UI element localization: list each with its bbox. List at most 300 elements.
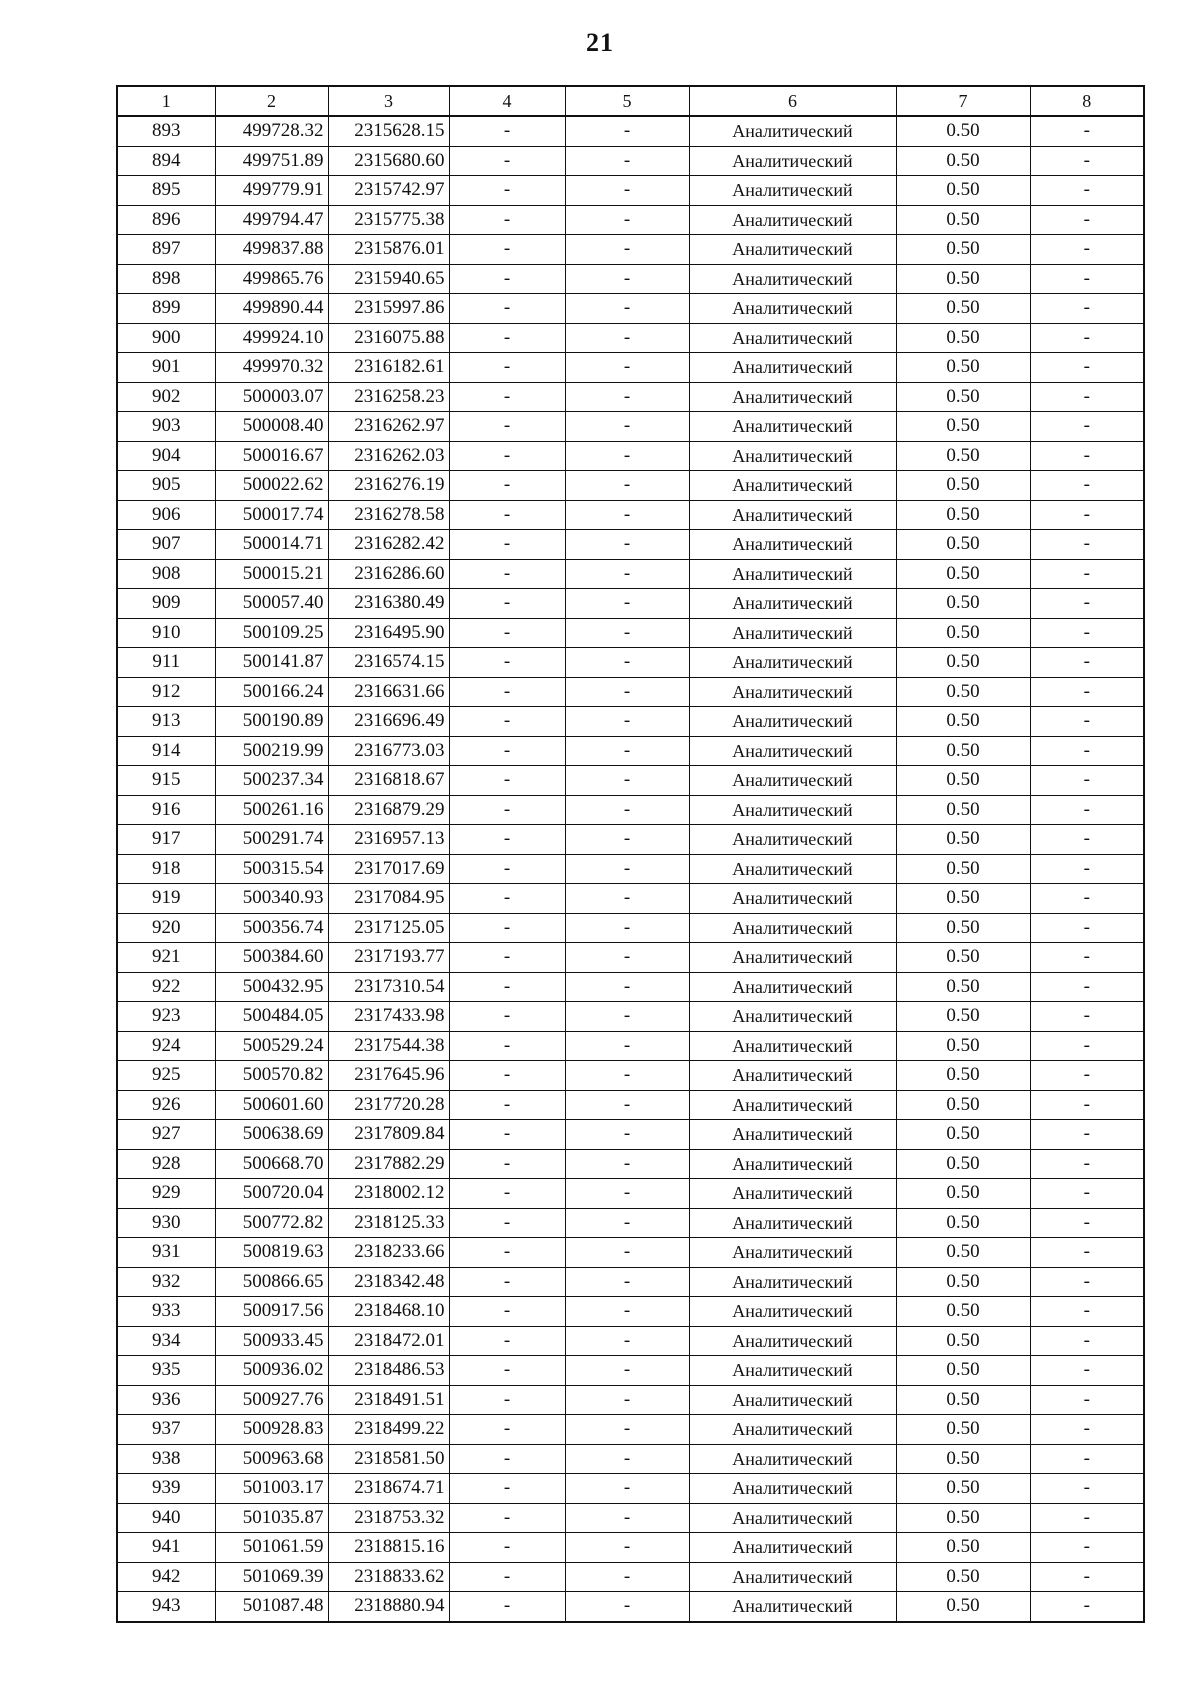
table-row (117, 176, 1144, 206)
cell-accuracy: 0.50 (896, 1031, 1030, 1061)
cell-method: Аналитический (689, 795, 896, 825)
cell-col5-value: - (565, 1503, 689, 1533)
cell-method: Аналитический (689, 1061, 896, 1091)
cell-col5-value: - (565, 382, 689, 412)
cell-col5-value: - (565, 235, 689, 265)
cell-coord-y: 2316380.49 (328, 589, 449, 619)
table-row (117, 353, 1144, 383)
cell-col8-value: - (1030, 913, 1144, 943)
cell-coord-y: 2315775.38 (328, 205, 449, 235)
cell-col5-value: - (565, 972, 689, 1002)
cell-coord-y: 2316276.19 (328, 471, 449, 501)
cell-coord-x: 501061.59 (215, 1533, 328, 1563)
cell-col8-value: - (1030, 1208, 1144, 1238)
cell-accuracy: 0.50 (896, 294, 1030, 324)
cell-col5-value: - (565, 1533, 689, 1563)
cell-col4-value: - (449, 854, 565, 884)
column-header-2: 2 (215, 86, 328, 116)
cell-method: Аналитический (689, 707, 896, 737)
cell-col8-value: - (1030, 766, 1144, 796)
cell-col8-value: - (1030, 648, 1144, 678)
cell-point-number: 905 (117, 471, 215, 501)
cell-accuracy: 0.50 (896, 1120, 1030, 1150)
cell-col4-value: - (449, 795, 565, 825)
cell-col4-value: - (449, 323, 565, 353)
cell-point-number: 894 (117, 146, 215, 176)
table-row (117, 116, 1144, 146)
cell-coord-y: 2317720.28 (328, 1090, 449, 1120)
table-row (117, 1238, 1144, 1268)
cell-col5-value: - (565, 884, 689, 914)
cell-point-number: 900 (117, 323, 215, 353)
cell-accuracy: 0.50 (896, 412, 1030, 442)
cell-accuracy: 0.50 (896, 884, 1030, 914)
cell-accuracy: 0.50 (896, 530, 1030, 560)
cell-accuracy: 0.50 (896, 471, 1030, 501)
cell-coord-y: 2318342.48 (328, 1267, 449, 1297)
cell-col4-value: - (449, 1503, 565, 1533)
cell-col4-value: - (449, 1297, 565, 1327)
cell-coord-y: 2317544.38 (328, 1031, 449, 1061)
cell-coord-x: 500015.21 (215, 559, 328, 589)
cell-accuracy: 0.50 (896, 1356, 1030, 1386)
cell-method: Аналитический (689, 1179, 896, 1209)
cell-point-number: 898 (117, 264, 215, 294)
cell-method: Аналитический (689, 235, 896, 265)
cell-col8-value: - (1030, 736, 1144, 766)
cell-coord-x: 500638.69 (215, 1120, 328, 1150)
table-row (117, 1002, 1144, 1032)
table-row (117, 825, 1144, 855)
cell-accuracy: 0.50 (896, 1562, 1030, 1592)
coordinates-table (116, 85, 1145, 1623)
cell-coord-y: 2315997.86 (328, 294, 449, 324)
table-row (117, 589, 1144, 619)
cell-coord-x: 500219.99 (215, 736, 328, 766)
cell-method: Аналитический (689, 471, 896, 501)
cell-col8-value: - (1030, 1415, 1144, 1445)
cell-col5-value: - (565, 1474, 689, 1504)
table-row (117, 1120, 1144, 1150)
cell-col4-value: - (449, 1179, 565, 1209)
cell-col8-value: - (1030, 854, 1144, 884)
cell-point-number: 923 (117, 1002, 215, 1032)
cell-coord-x: 500963.68 (215, 1444, 328, 1474)
cell-method: Аналитический (689, 589, 896, 619)
cell-method: Аналитический (689, 1031, 896, 1061)
cell-accuracy: 0.50 (896, 1444, 1030, 1474)
cell-coord-y: 2318472.01 (328, 1326, 449, 1356)
cell-col4-value: - (449, 1208, 565, 1238)
cell-col5-value: - (565, 353, 689, 383)
cell-col8-value: - (1030, 1444, 1144, 1474)
table-row (117, 766, 1144, 796)
cell-point-number: 930 (117, 1208, 215, 1238)
table-row (117, 500, 1144, 530)
cell-coord-x: 500014.71 (215, 530, 328, 560)
cell-method: Аналитический (689, 648, 896, 678)
cell-method: Аналитический (689, 382, 896, 412)
cell-accuracy: 0.50 (896, 264, 1030, 294)
table-row (117, 1297, 1144, 1327)
cell-coord-y: 2315940.65 (328, 264, 449, 294)
cell-method: Аналитический (689, 736, 896, 766)
cell-col5-value: - (565, 943, 689, 973)
cell-col4-value: - (449, 1120, 565, 1150)
cell-coord-y: 2318233.66 (328, 1238, 449, 1268)
cell-accuracy: 0.50 (896, 1208, 1030, 1238)
coordinates-table-container (116, 85, 1143, 1623)
cell-col4-value: - (449, 264, 565, 294)
cell-accuracy: 0.50 (896, 943, 1030, 973)
cell-col8-value: - (1030, 176, 1144, 206)
cell-point-number: 906 (117, 500, 215, 530)
table-row (117, 441, 1144, 471)
cell-coord-x: 500936.02 (215, 1356, 328, 1386)
cell-method: Аналитический (689, 176, 896, 206)
cell-method: Аналитический (689, 913, 896, 943)
table-row (117, 1179, 1144, 1209)
cell-accuracy: 0.50 (896, 825, 1030, 855)
cell-accuracy: 0.50 (896, 1238, 1030, 1268)
cell-col8-value: - (1030, 412, 1144, 442)
cell-accuracy: 0.50 (896, 854, 1030, 884)
table-row (117, 913, 1144, 943)
table-row (117, 648, 1144, 678)
cell-method: Аналитический (689, 1474, 896, 1504)
cell-col4-value: - (449, 1090, 565, 1120)
cell-point-number: 933 (117, 1297, 215, 1327)
cell-coord-x: 500315.54 (215, 854, 328, 884)
cell-col4-value: - (449, 648, 565, 678)
cell-coord-y: 2316696.49 (328, 707, 449, 737)
cell-method: Аналитический (689, 116, 896, 146)
cell-point-number: 928 (117, 1149, 215, 1179)
cell-point-number: 940 (117, 1503, 215, 1533)
cell-col4-value: - (449, 353, 565, 383)
cell-col5-value: - (565, 795, 689, 825)
cell-col5-value: - (565, 500, 689, 530)
table-row (117, 1533, 1144, 1563)
cell-coord-y: 2318002.12 (328, 1179, 449, 1209)
cell-col4-value: - (449, 1444, 565, 1474)
cell-col5-value: - (565, 766, 689, 796)
cell-col8-value: - (1030, 972, 1144, 1002)
cell-col5-value: - (565, 441, 689, 471)
cell-coord-x: 500291.74 (215, 825, 328, 855)
cell-accuracy: 0.50 (896, 648, 1030, 678)
cell-accuracy: 0.50 (896, 736, 1030, 766)
cell-coord-x: 501035.87 (215, 1503, 328, 1533)
cell-coord-y: 2318125.33 (328, 1208, 449, 1238)
cell-col5-value: - (565, 176, 689, 206)
cell-col4-value: - (449, 146, 565, 176)
cell-coord-x: 500866.65 (215, 1267, 328, 1297)
cell-col4-value: - (449, 559, 565, 589)
cell-accuracy: 0.50 (896, 235, 1030, 265)
cell-col8-value: - (1030, 1474, 1144, 1504)
table-row (117, 1061, 1144, 1091)
cell-coord-x: 500819.63 (215, 1238, 328, 1268)
cell-point-number: 893 (117, 116, 215, 146)
cell-col8-value: - (1030, 1503, 1144, 1533)
column-header-3: 3 (328, 86, 449, 116)
cell-col8-value: - (1030, 618, 1144, 648)
cell-point-number: 912 (117, 677, 215, 707)
cell-coord-y: 2317310.54 (328, 972, 449, 1002)
cell-coord-x: 500601.60 (215, 1090, 328, 1120)
cell-accuracy: 0.50 (896, 116, 1030, 146)
cell-col8-value: - (1030, 1179, 1144, 1209)
cell-coord-y: 2318491.51 (328, 1385, 449, 1415)
cell-coord-y: 2318753.32 (328, 1503, 449, 1533)
cell-coord-x: 501069.39 (215, 1562, 328, 1592)
cell-col4-value: - (449, 1002, 565, 1032)
cell-point-number: 903 (117, 412, 215, 442)
column-header-4: 4 (449, 86, 565, 116)
cell-point-number: 897 (117, 235, 215, 265)
cell-coord-x: 500529.24 (215, 1031, 328, 1061)
table-row (117, 1474, 1144, 1504)
cell-coord-y: 2316879.29 (328, 795, 449, 825)
table-row (117, 1592, 1144, 1622)
cell-point-number: 904 (117, 441, 215, 471)
cell-accuracy: 0.50 (896, 1533, 1030, 1563)
cell-col5-value: - (565, 707, 689, 737)
cell-point-number: 907 (117, 530, 215, 560)
cell-col5-value: - (565, 648, 689, 678)
cell-accuracy: 0.50 (896, 1090, 1030, 1120)
cell-col8-value: - (1030, 589, 1144, 619)
table-row (117, 795, 1144, 825)
cell-method: Аналитический (689, 618, 896, 648)
cell-coord-y: 2318880.94 (328, 1592, 449, 1622)
cell-col4-value: - (449, 176, 565, 206)
cell-method: Аналитический (689, 1444, 896, 1474)
cell-col8-value: - (1030, 1297, 1144, 1327)
table-row (117, 854, 1144, 884)
cell-accuracy: 0.50 (896, 589, 1030, 619)
table-row (117, 412, 1144, 442)
cell-col8-value: - (1030, 1592, 1144, 1622)
cell-col4-value: - (449, 943, 565, 973)
cell-col4-value: - (449, 1031, 565, 1061)
table-row (117, 736, 1144, 766)
cell-coord-y: 2317809.84 (328, 1120, 449, 1150)
table-row (117, 1326, 1144, 1356)
cell-point-number: 909 (117, 589, 215, 619)
table-row (117, 1385, 1144, 1415)
cell-coord-y: 2315876.01 (328, 235, 449, 265)
cell-point-number: 901 (117, 353, 215, 383)
cell-method: Аналитический (689, 943, 896, 973)
cell-method: Аналитический (689, 1356, 896, 1386)
cell-accuracy: 0.50 (896, 618, 1030, 648)
cell-coord-y: 2316262.03 (328, 441, 449, 471)
cell-point-number: 916 (117, 795, 215, 825)
cell-col5-value: - (565, 736, 689, 766)
cell-col4-value: - (449, 1149, 565, 1179)
cell-col4-value: - (449, 500, 565, 530)
cell-col5-value: - (565, 1208, 689, 1238)
cell-method: Аналитический (689, 441, 896, 471)
cell-point-number: 934 (117, 1326, 215, 1356)
cell-col8-value: - (1030, 825, 1144, 855)
cell-coord-y: 2317882.29 (328, 1149, 449, 1179)
cell-col4-value: - (449, 1326, 565, 1356)
cell-col4-value: - (449, 116, 565, 146)
cell-coord-x: 500141.87 (215, 648, 328, 678)
cell-col5-value: - (565, 1297, 689, 1327)
cell-method: Аналитический (689, 1267, 896, 1297)
table-row (117, 707, 1144, 737)
cell-accuracy: 0.50 (896, 1503, 1030, 1533)
cell-col4-value: - (449, 1385, 565, 1415)
cell-col5-value: - (565, 1267, 689, 1297)
column-header-1: 1 (117, 86, 215, 116)
cell-coord-y: 2318499.22 (328, 1415, 449, 1445)
cell-col8-value: - (1030, 943, 1144, 973)
cell-point-number: 931 (117, 1238, 215, 1268)
cell-col5-value: - (565, 1120, 689, 1150)
cell-point-number: 910 (117, 618, 215, 648)
cell-point-number: 913 (117, 707, 215, 737)
cell-coord-y: 2316262.97 (328, 412, 449, 442)
cell-coord-x: 499890.44 (215, 294, 328, 324)
cell-col5-value: - (565, 1326, 689, 1356)
cell-point-number: 917 (117, 825, 215, 855)
cell-accuracy: 0.50 (896, 1179, 1030, 1209)
cell-coord-x: 500933.45 (215, 1326, 328, 1356)
cell-coord-y: 2318486.53 (328, 1356, 449, 1386)
cell-col4-value: - (449, 412, 565, 442)
cell-method: Аналитический (689, 1238, 896, 1268)
cell-point-number: 924 (117, 1031, 215, 1061)
cell-col4-value: - (449, 205, 565, 235)
cell-col4-value: - (449, 1356, 565, 1386)
table-row (117, 146, 1144, 176)
cell-point-number: 926 (117, 1090, 215, 1120)
cell-coord-y: 2318674.71 (328, 1474, 449, 1504)
table-row (117, 943, 1144, 973)
cell-col5-value: - (565, 825, 689, 855)
cell-coord-y: 2317125.05 (328, 913, 449, 943)
cell-col8-value: - (1030, 353, 1144, 383)
cell-coord-y: 2317193.77 (328, 943, 449, 973)
cell-method: Аналитический (689, 1415, 896, 1445)
cell-col8-value: - (1030, 1090, 1144, 1120)
cell-method: Аналитический (689, 294, 896, 324)
cell-col8-value: - (1030, 1149, 1144, 1179)
table-row (117, 1503, 1144, 1533)
cell-col8-value: - (1030, 1356, 1144, 1386)
table-row (117, 205, 1144, 235)
cell-col8-value: - (1030, 382, 1144, 412)
cell-method: Аналитический (689, 766, 896, 796)
table-row (117, 382, 1144, 412)
table-row (117, 559, 1144, 589)
cell-coord-y: 2316773.03 (328, 736, 449, 766)
cell-method: Аналитический (689, 854, 896, 884)
cell-col5-value: - (565, 1356, 689, 1386)
cell-coord-x: 499865.76 (215, 264, 328, 294)
cell-coord-y: 2315680.60 (328, 146, 449, 176)
cell-col8-value: - (1030, 1120, 1144, 1150)
cell-accuracy: 0.50 (896, 559, 1030, 589)
cell-point-number: 939 (117, 1474, 215, 1504)
cell-col5-value: - (565, 1415, 689, 1445)
cell-method: Аналитический (689, 500, 896, 530)
cell-method: Аналитический (689, 146, 896, 176)
cell-accuracy: 0.50 (896, 441, 1030, 471)
cell-accuracy: 0.50 (896, 323, 1030, 353)
cell-coord-x: 500003.07 (215, 382, 328, 412)
cell-method: Аналитический (689, 1562, 896, 1592)
table-row (117, 264, 1144, 294)
cell-col8-value: - (1030, 471, 1144, 501)
cell-point-number: 938 (117, 1444, 215, 1474)
cell-method: Аналитический (689, 1149, 896, 1179)
cell-col5-value: - (565, 589, 689, 619)
cell-col8-value: - (1030, 323, 1144, 353)
cell-point-number: 921 (117, 943, 215, 973)
table-row (117, 530, 1144, 560)
cell-coord-y: 2316258.23 (328, 382, 449, 412)
cell-col5-value: - (565, 146, 689, 176)
cell-col8-value: - (1030, 1238, 1144, 1268)
cell-col8-value: - (1030, 1562, 1144, 1592)
cell-method: Аналитический (689, 1297, 896, 1327)
cell-accuracy: 0.50 (896, 1149, 1030, 1179)
cell-coord-y: 2317645.96 (328, 1061, 449, 1091)
cell-method: Аналитический (689, 1326, 896, 1356)
cell-point-number: 941 (117, 1533, 215, 1563)
cell-coord-x: 500668.70 (215, 1149, 328, 1179)
cell-col5-value: - (565, 264, 689, 294)
cell-accuracy: 0.50 (896, 500, 1030, 530)
cell-col4-value: - (449, 1238, 565, 1268)
table-row (117, 1090, 1144, 1120)
cell-col8-value: - (1030, 1002, 1144, 1032)
table-row (117, 1208, 1144, 1238)
cell-coord-y: 2318581.50 (328, 1444, 449, 1474)
cell-col4-value: - (449, 382, 565, 412)
cell-coord-x: 499728.32 (215, 116, 328, 146)
cell-coord-x: 500340.93 (215, 884, 328, 914)
cell-col4-value: - (449, 736, 565, 766)
cell-coord-y: 2316818.67 (328, 766, 449, 796)
cell-col5-value: - (565, 854, 689, 884)
cell-col5-value: - (565, 1179, 689, 1209)
cell-col8-value: - (1030, 1061, 1144, 1091)
cell-method: Аналитический (689, 1208, 896, 1238)
cell-method: Аналитический (689, 530, 896, 560)
cell-col5-value: - (565, 471, 689, 501)
cell-col8-value: - (1030, 116, 1144, 146)
cell-coord-x: 500166.24 (215, 677, 328, 707)
cell-coord-y: 2316282.42 (328, 530, 449, 560)
cell-accuracy: 0.50 (896, 1002, 1030, 1032)
cell-point-number: 908 (117, 559, 215, 589)
cell-coord-x: 499751.89 (215, 146, 328, 176)
cell-method: Аналитический (689, 559, 896, 589)
cell-accuracy: 0.50 (896, 1385, 1030, 1415)
cell-accuracy: 0.50 (896, 1061, 1030, 1091)
cell-point-number: 895 (117, 176, 215, 206)
cell-point-number: 922 (117, 972, 215, 1002)
cell-point-number: 911 (117, 648, 215, 678)
cell-accuracy: 0.50 (896, 1267, 1030, 1297)
